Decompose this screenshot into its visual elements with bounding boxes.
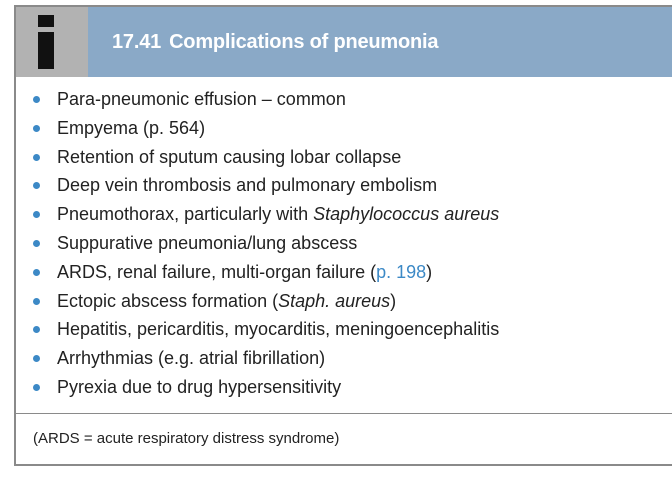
- list-item: [16, 262, 499, 291]
- list-item: [16, 291, 499, 320]
- bullet-icon: [33, 125, 40, 132]
- box-title-text: Complications of pneumonia: [169, 31, 439, 53]
- divider: [16, 413, 672, 414]
- list-item: [16, 147, 499, 176]
- item-text: Arrhythmias (e.g. atrial fibrillation): [57, 348, 326, 369]
- item-text: Ectopic abscess formation (: [57, 290, 279, 311]
- bullet-icon: [33, 384, 40, 391]
- footnote: (ARDS = acute respiratory distress syndrome): [33, 430, 340, 447]
- bullet-icon: [33, 269, 40, 276]
- list-item: [16, 319, 499, 348]
- bullet-icon: [33, 240, 40, 247]
- list-item: [16, 118, 499, 147]
- item-text: Suppurative pneumonia/lung abscess: [57, 232, 358, 253]
- box-title: [112, 30, 438, 54]
- list-item: [16, 204, 499, 233]
- complications-list: [16, 89, 499, 406]
- page-link[interactable]: p. 198: [376, 261, 427, 282]
- item-text: Deep vein thrombosis and pulmonary embolism: [57, 175, 438, 196]
- bullet-icon: [33, 154, 40, 161]
- info-i-icon: [38, 15, 54, 69]
- info-box: [14, 5, 672, 466]
- item-text: Pneumothorax, particularly with: [57, 204, 314, 225]
- item-text: Pyrexia due to drug hypersensitivity: [57, 376, 342, 397]
- item-text: Retention of sputum causing lobar collapse: [57, 146, 402, 167]
- item-tail: ): [426, 261, 433, 282]
- list-item: [16, 89, 499, 118]
- bullet-icon: [33, 96, 40, 103]
- item-italic: Staph. aureus: [278, 290, 391, 311]
- list-item: [16, 348, 499, 377]
- list-item: [16, 233, 499, 262]
- item-text: Hepatitis, pericarditis, myocarditis, meningoencephalitis: [57, 319, 500, 340]
- list-item: [16, 377, 499, 406]
- bullet-icon: [33, 298, 40, 305]
- item-text: Empyema (p. 564): [57, 117, 206, 138]
- item-italic: Staphylococcus aureus: [313, 204, 500, 225]
- bullet-icon: [33, 326, 40, 333]
- list-item: [16, 175, 499, 204]
- item-text: ARDS, renal failure, multi-organ failure (: [57, 261, 377, 282]
- box-number: 17.41: [112, 31, 162, 53]
- bullet-icon: [33, 211, 40, 218]
- box-header: [16, 7, 672, 77]
- info-icon-box: [16, 7, 88, 77]
- bullet-icon: [33, 355, 40, 362]
- item-text: Para-pneumonic effusion – common: [57, 89, 346, 109]
- bullet-icon: [33, 182, 40, 189]
- item-post: ): [390, 290, 397, 311]
